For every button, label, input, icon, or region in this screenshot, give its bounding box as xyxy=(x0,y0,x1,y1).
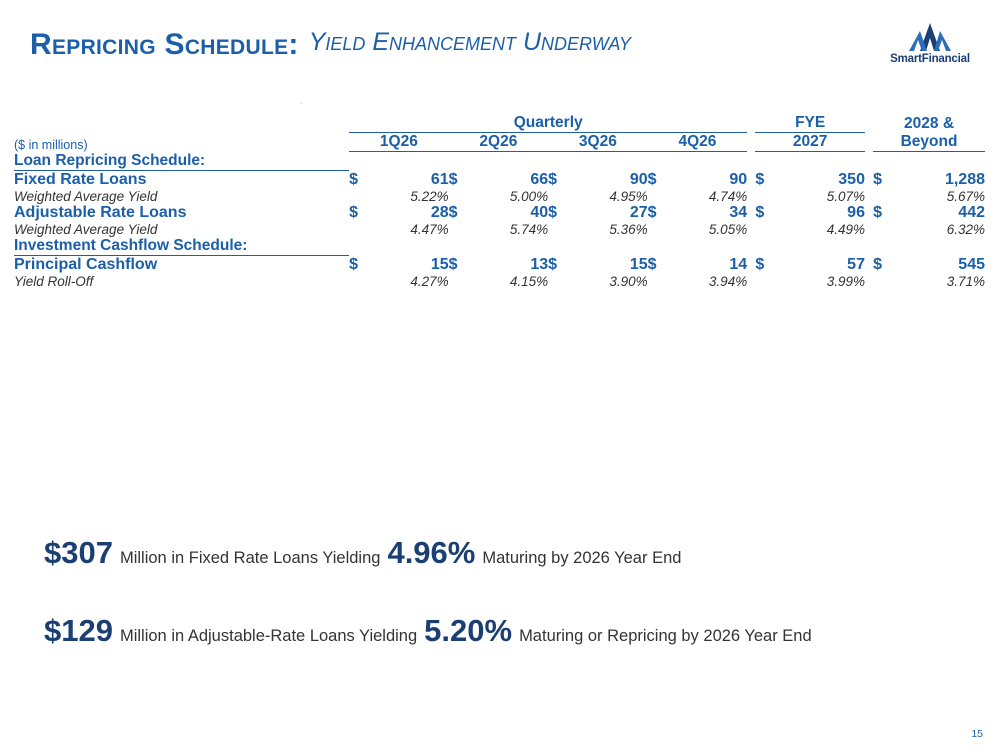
col-header-4q26: 4Q26 xyxy=(648,133,748,152)
currency-symbol: $ xyxy=(448,170,458,188)
col-header-2q26: 2Q26 xyxy=(449,133,549,152)
currency-symbol: $ xyxy=(873,203,882,221)
callouts xyxy=(44,535,969,691)
currency-symbol: $ xyxy=(873,170,882,188)
col-header-beyond: Beyond xyxy=(873,133,985,152)
callout-rate: 5.20% xyxy=(424,613,513,648)
principal-4q26: 14 xyxy=(729,255,748,273)
currency-symbol: $ xyxy=(349,203,359,221)
adjustable-2q26: 40 xyxy=(530,203,549,221)
principal-1q26: 15 xyxy=(430,255,449,273)
callout-text-1: Million in Fixed Rate Loans Yielding xyxy=(119,549,381,567)
row-label-adjustable-rate-loans: Adjustable Rate Loans xyxy=(14,203,187,221)
fixed-2q26: 66 xyxy=(530,170,549,188)
currency-symbol: $ xyxy=(755,203,765,221)
rolloff-4q26: 3.94% xyxy=(708,273,748,289)
row-label-fixed-rate-loans: Fixed Rate Loans xyxy=(14,170,147,188)
fixed-yield-1q26: 5.22% xyxy=(410,188,449,204)
rolloff-3q26: 3.90% xyxy=(609,273,648,289)
col-header-fye-2027: 2027 xyxy=(755,133,865,152)
currency-symbol: $ xyxy=(647,255,657,273)
fixed-yield-2q26: 5.00% xyxy=(509,188,549,204)
currency-symbol: $ xyxy=(755,170,765,188)
rolloff-beyond: 3.71% xyxy=(946,273,985,289)
page-subtitle: Yield Enhancement Underway xyxy=(308,28,632,56)
callout-fixed-rate xyxy=(44,535,969,571)
table-row xyxy=(14,204,985,222)
slide-title xyxy=(30,28,979,62)
decorative-mark: . xyxy=(300,96,303,106)
adjustable-yield-2q26: 5.74% xyxy=(509,221,549,237)
table-section-row xyxy=(14,237,985,256)
table-row xyxy=(14,274,985,289)
adjustable-3q26: 27 xyxy=(629,203,648,221)
group-header-fye: FYE xyxy=(755,108,865,133)
fixed-yield-beyond: 5.67% xyxy=(946,188,985,204)
col-header-1q26: 1Q26 xyxy=(349,133,449,152)
mountain-logo-icon xyxy=(904,22,956,52)
section-header-loan: Loan Repricing Schedule: xyxy=(14,152,349,171)
rolloff-1q26: 4.27% xyxy=(410,273,449,289)
fixed-1q26: 61 xyxy=(430,170,449,188)
fixed-3q26: 90 xyxy=(629,170,648,188)
fixed-fye-2027: 350 xyxy=(838,170,865,188)
logo-wordmark: SmartFinancial xyxy=(890,53,970,65)
row-label-adjustable-weighted-average-yield: Weighted Average Yield xyxy=(14,221,158,237)
callout-text-2: Maturing by 2026 Year End xyxy=(482,549,682,567)
currency-symbol: $ xyxy=(548,170,558,188)
rolloff-2q26: 4.15% xyxy=(509,273,549,289)
currency-symbol: $ xyxy=(647,203,657,221)
adjustable-yield-beyond: 6.32% xyxy=(946,221,985,237)
page-title: Repricing Schedule: xyxy=(30,28,299,61)
currency-symbol: $ xyxy=(548,255,558,273)
group-header-beyond: 2028 & xyxy=(904,114,955,132)
units-label: ($ in millions) xyxy=(14,137,88,152)
adjustable-fye-2027: 96 xyxy=(847,203,865,221)
repricing-schedule-table xyxy=(14,108,985,289)
currency-symbol: $ xyxy=(349,170,359,188)
adjustable-1q26: 28 xyxy=(430,203,449,221)
fixed-beyond: 1,288 xyxy=(944,170,985,188)
group-header-quarterly: Quarterly xyxy=(349,108,747,133)
currency-symbol: $ xyxy=(755,255,765,273)
currency-symbol: $ xyxy=(647,170,657,188)
table-row xyxy=(14,170,985,189)
callout-text-1: Million in Adjustable-Rate Loans Yielding xyxy=(119,627,418,645)
callout-amount: $129 xyxy=(44,613,113,648)
row-label-fixed-weighted-average-yield: Weighted Average Yield xyxy=(14,188,158,204)
adjustable-beyond: 442 xyxy=(958,203,985,221)
currency-symbol: $ xyxy=(873,255,882,273)
table-row xyxy=(14,222,985,237)
row-label-yield-roll-off: Yield Roll-Off xyxy=(14,273,94,289)
fixed-yield-4q26: 4.74% xyxy=(708,188,748,204)
principal-2q26: 13 xyxy=(530,255,549,273)
rolloff-fye-2027: 3.99% xyxy=(826,273,865,289)
table-row xyxy=(14,255,985,274)
table-period-header-row xyxy=(14,133,985,152)
principal-beyond: 545 xyxy=(958,255,985,273)
table-group-header-row xyxy=(14,108,985,133)
callout-text-2: Maturing or Repricing by 2026 Year End xyxy=(519,627,812,645)
fixed-4q26: 90 xyxy=(729,170,748,188)
principal-fye-2027: 57 xyxy=(847,255,865,273)
currency-symbol: $ xyxy=(548,203,558,221)
table-row xyxy=(14,189,985,204)
page-number: 15 xyxy=(971,728,983,740)
company-logo xyxy=(875,22,985,65)
callout-adjustable-rate xyxy=(44,613,969,649)
currency-symbol: $ xyxy=(349,255,359,273)
row-label-principal-cashflow: Principal Cashflow xyxy=(14,255,158,273)
table-section-row xyxy=(14,152,985,171)
adjustable-4q26: 34 xyxy=(729,203,748,221)
section-header-investment: Investment Cashflow Schedule: xyxy=(14,237,349,256)
fixed-yield-3q26: 4.95% xyxy=(609,188,648,204)
fixed-yield-fye-2027: 5.07% xyxy=(826,188,865,204)
currency-symbol: $ xyxy=(448,255,458,273)
adjustable-yield-fye-2027: 4.49% xyxy=(826,221,865,237)
adjustable-yield-3q26: 5.36% xyxy=(609,221,648,237)
col-header-3q26: 3Q26 xyxy=(548,133,648,152)
principal-3q26: 15 xyxy=(629,255,648,273)
adjustable-yield-4q26: 5.05% xyxy=(708,221,748,237)
callout-rate: 4.96% xyxy=(387,535,476,570)
currency-symbol: $ xyxy=(448,203,458,221)
adjustable-yield-1q26: 4.47% xyxy=(410,221,449,237)
callout-amount: $307 xyxy=(44,535,113,570)
